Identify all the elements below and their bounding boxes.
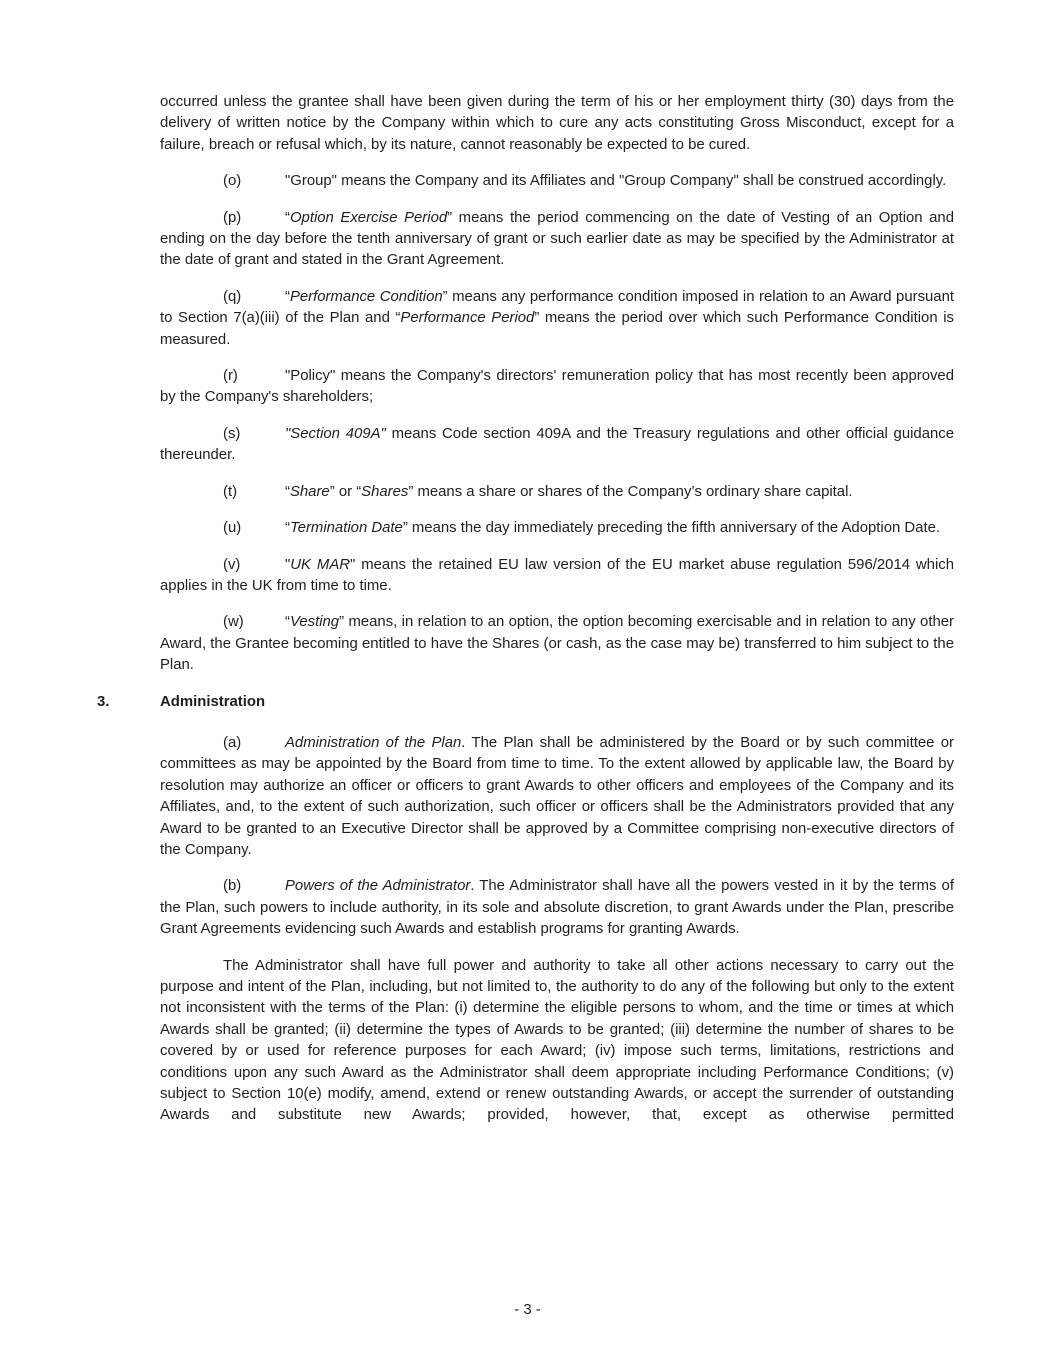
text-run: " means the retained EU law version of the EU market abuse regulation 596/2014 which applies in the UK from time to time.: [160, 556, 955, 594]
text-run: “: [285, 288, 290, 305]
administrator-powers-paragraph: [160, 956, 954, 1127]
definition-r: [160, 366, 954, 409]
definition-o: [160, 171, 954, 192]
text-run: Powers of the Administrator: [285, 878, 471, 895]
definition-u: [160, 518, 954, 539]
document-body: [97, 92, 955, 1142]
text-run: Termination Date: [289, 520, 403, 537]
text-run: Share: [289, 483, 330, 500]
text-run: "Policy" means the Company's directors' remuneration policy that has most recently been approved by the Company's shareholders;: [160, 368, 954, 406]
continuation-paragraph: [160, 92, 954, 156]
text-run: “: [285, 483, 290, 500]
text-run: ” means the period commencing on the date of Vesting of an Option and ending on the day before the tenth anniversary of grant or such earlier date as may be specified by the Administrator at the date of grant and stated in the Grant Agreement.: [160, 209, 954, 269]
subsection-b: [160, 876, 954, 940]
definition-q: [160, 287, 954, 351]
text-run: Option Exercise Period: [289, 209, 448, 226]
definition-label: (s): [223, 425, 241, 442]
definition-label: (q): [223, 288, 242, 305]
definition-label: (o): [223, 173, 242, 190]
text-run: “: [285, 209, 290, 226]
text-run: Vesting: [289, 614, 340, 631]
section-number: 3.: [97, 693, 110, 710]
text-run: ” means the day immediately preceding the fifth anniversary of the Adoption Date.: [402, 520, 941, 537]
definition-v: [160, 555, 954, 598]
page-number: - 3 -: [514, 1302, 541, 1318]
text-run: “: [285, 520, 290, 537]
definition-label: (a): [223, 734, 242, 751]
definition-label: (p): [223, 209, 242, 226]
text-run: UK MAR: [290, 556, 351, 573]
text-run: Performance Condition: [289, 288, 443, 305]
section-title: Administration: [160, 693, 266, 710]
definition-s: [160, 424, 954, 467]
text-run: ” or “: [329, 483, 362, 500]
definition-p: [160, 208, 954, 272]
definition-w: [160, 612, 954, 676]
text-run: ” means, in relation to an option, the option becoming exercisable and in relation to any other Award, the Grantee becoming entitled to have the Shares (or cash, as the case may be) transferred to him subject to the Plan.: [160, 614, 954, 674]
definition-t: [160, 482, 954, 503]
definition-label: (u): [223, 520, 242, 537]
text-run: Administration of the Plan: [285, 734, 462, 751]
subsection-a: [160, 733, 954, 861]
text-run: Shares: [361, 483, 409, 500]
text-run: . The Plan shall be administered by the Board or by such committee or committees as may be appointed by the Board from time to time. To the extent allowed by applicable law, the Board by resolution may authorize an officer or officers to grant Awards to other officers and employees of the Company and its Affiliates, and, to the extent of such authorization, such officer or officers shall be the Administrators provided that any Award to be granted to an Executive Director shall be approved by a Committee comprising non-executive directors of the Company.: [160, 734, 954, 858]
text-run: means Code section 409A and the Treasury regulations and other official guidance thereunder.: [160, 425, 954, 464]
definition-label: (w): [223, 614, 244, 631]
definition-label: (b): [223, 878, 242, 895]
text-run: occurred unless the grantee shall have been given during the term of his or her employment thirty (30) days from the delivery of written notice by the Company within which to cure any acts constituting Gross Misconduct, except for a failure, breach or refusal which, by its nature, cannot reasonably be expected to be cured.: [160, 94, 954, 153]
text-run: . The Administrator shall have all the powers vested in it by the terms of the Plan, such powers to include authority, in its sole and absolute discretion, to grant Awards under the Plan, prescribe Grant Agreements evidencing such Awards and establish programs for granting Awards.: [160, 878, 954, 938]
definition-label: (v): [223, 556, 241, 573]
text-run: ” means any performance condition imposed in relation to an Award pursuant to Section 7(a)(iii) of the Plan and “: [160, 288, 955, 327]
section-heading-administration: [97, 692, 954, 713]
text-run: Performance Period: [400, 310, 535, 327]
text-run: The Administrator shall have full power and authority to take all other actions necessary to carry out the purpose and intent of the Plan, including, but not limited to, the authority to do any of the following but only to the extent not inconsistent with the terms of the Plan: (i) determine the eligible persons to whom, and the time or times at which Awards shall be granted; (ii) determine the types of Awards to be granted; (iii) determine the number of shares to be covered by or used for reference purposes for each Award; (iv) impose such terms, limitations, restrictions and conditions upon any such Award as the Administrator shall deem appropriate including Performance Conditions; (v) subject to Section 10(e) modify, amend, extend or renew outstanding Awards, or accept the surrender of outstanding Awards and substitute new Awards; provided, however, that, except as otherwise permitted: [160, 957, 954, 1124]
text-run: "Group" means the Company and its Affiliates and "Group Company" shall be construed accordingly.: [285, 173, 947, 190]
text-run: ” means the period over which such Performance Condition is measured.: [160, 310, 954, 348]
definition-label: (t): [223, 483, 238, 500]
text-run: “: [285, 614, 290, 631]
definition-label: (r): [223, 368, 238, 385]
text-run: "Section 409A": [285, 425, 386, 442]
text-run: ” means a share or shares of the Company’s ordinary share capital.: [408, 483, 853, 500]
text-run: ": [285, 556, 291, 573]
